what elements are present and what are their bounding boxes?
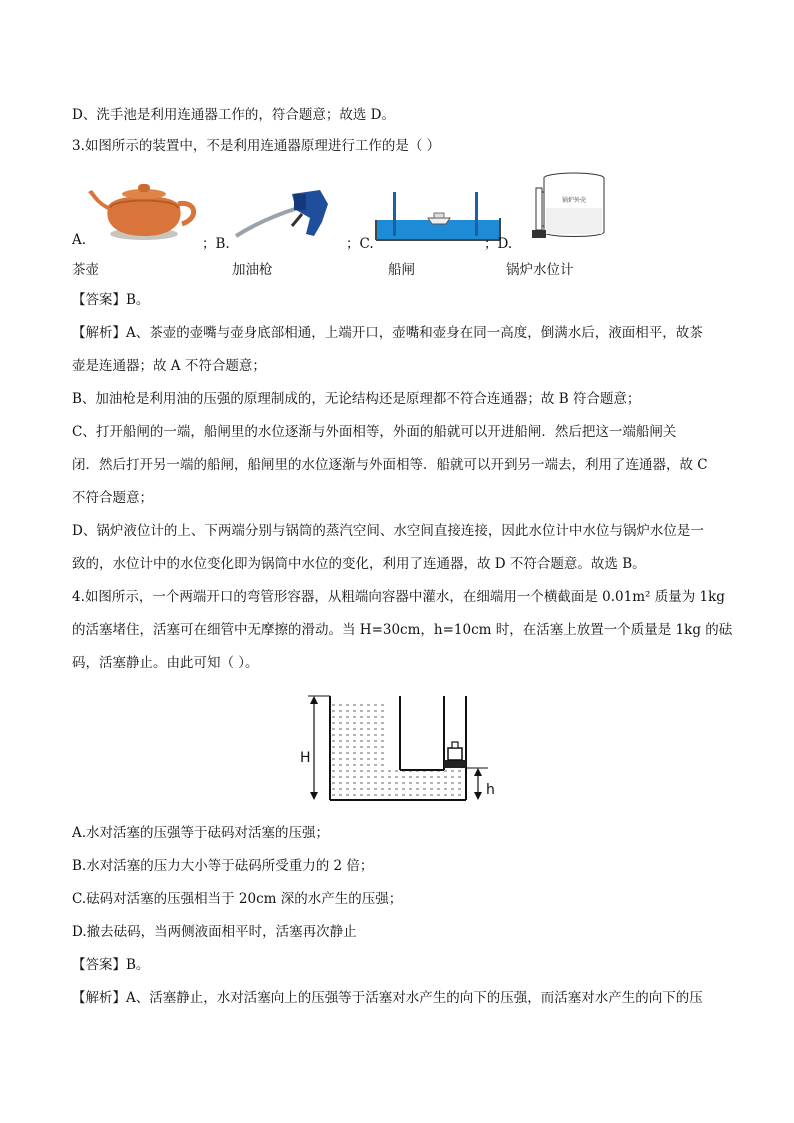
analysis-line: 闭．然后打开另一端的船闸，船闸里的水位逐渐与外面相等．船就可以开到另一端去，利用了连通器，故 C xyxy=(72,457,708,473)
boiler-gauge-image xyxy=(526,168,608,244)
question-4: 4.如图所示，一个两端开口的弯管形容器，从粗端向容器中灌水，在细端用一个横截面是 0.01m² 质量为 1kg xyxy=(72,589,725,605)
option-d-label: 锅炉水位计 xyxy=(506,262,574,278)
option-b: B.水对活塞的压力大小等于砝码所受重力的 2 倍； xyxy=(72,858,374,874)
option-a-letter: A. xyxy=(72,232,87,248)
option-d: D.撤去砝码，当两侧液面相平时，活塞再次静止 xyxy=(72,924,357,940)
analysis-line: D、锅炉液位计的上、下两端分别与锅筒的蒸汽空间、水空间直接连接，因此水位计中水位与锅炉水位是一 xyxy=(72,523,704,539)
analysis-line: 【解析】A、活塞静止，水对活塞向上的压强等于活塞对水产生的向下的压强，而活塞对水产生的向下的压 xyxy=(72,990,703,1006)
text-line: D、洗手池是利用连通器工作的，符合题意；故选 D。 xyxy=(72,107,395,123)
option-b-label: 加油枪 xyxy=(232,262,273,278)
question-4: 的活塞堵住，活塞可在细管中无摩擦的滑动。当 H=30cm，h=10cm 时，在活塞上放置一个质量是 1kg 的砝 xyxy=(72,622,733,638)
option-b-letter: ；B. xyxy=(202,236,230,252)
teapot-image xyxy=(88,178,200,242)
option-c-letter: ；C. xyxy=(346,236,374,252)
option-c-label: 船闸 xyxy=(388,262,415,278)
boiler-label-text: 锅炉外壳 xyxy=(561,197,587,204)
label-H: H xyxy=(300,750,311,766)
option-a-label: 茶壶 xyxy=(72,262,99,278)
analysis-line: 不符合题意； xyxy=(72,490,153,506)
option-a: A.水对活塞的压强等于砝码对活塞的压强； xyxy=(72,825,330,841)
answer-4: 【答案】B。 xyxy=(72,957,150,973)
fuel-nozzle-image xyxy=(232,186,332,242)
ship-lock-image xyxy=(376,190,500,244)
option-c: C.砝码对活塞的压强相当于 20cm 深的水产生的压强； xyxy=(72,891,403,907)
label-h: h xyxy=(486,782,495,798)
analysis-line: C、打开船闸的一端，船闸里的水位逐渐与外面相等，外面的船就可以开进船闸．然后把这一端船闸关 xyxy=(72,424,677,440)
analysis-line: 【解析】A、茶壶的壶嘴与壶身底部相通，上端开口，壶嘴和壶身在同一高度，倒满水后，液面相平，故茶 xyxy=(72,325,703,341)
u-tube-figure xyxy=(296,690,506,806)
option-d-letter: ；D. xyxy=(484,236,513,252)
answer-3: 【答案】B。 xyxy=(72,292,150,308)
analysis-line: 壶是连通器；故 A 不符合题意； xyxy=(72,358,266,374)
analysis-line: B、加油枪是利用油的压强的原理制成的，无论结构还是原理都不符合连通器；故 B 符合题意； xyxy=(72,391,641,407)
question-3: 3.如图所示的装置中，不是利用连通器原理进行工作的是（ ） xyxy=(72,138,441,154)
analysis-line: 致的，水位计中的水位变化即为锅筒中水位的变化，利用了连通器，故 D 不符合题意。故选 B。 xyxy=(72,556,646,572)
question-4: 码，活塞静止。由此可知（ ）。 xyxy=(72,655,259,671)
